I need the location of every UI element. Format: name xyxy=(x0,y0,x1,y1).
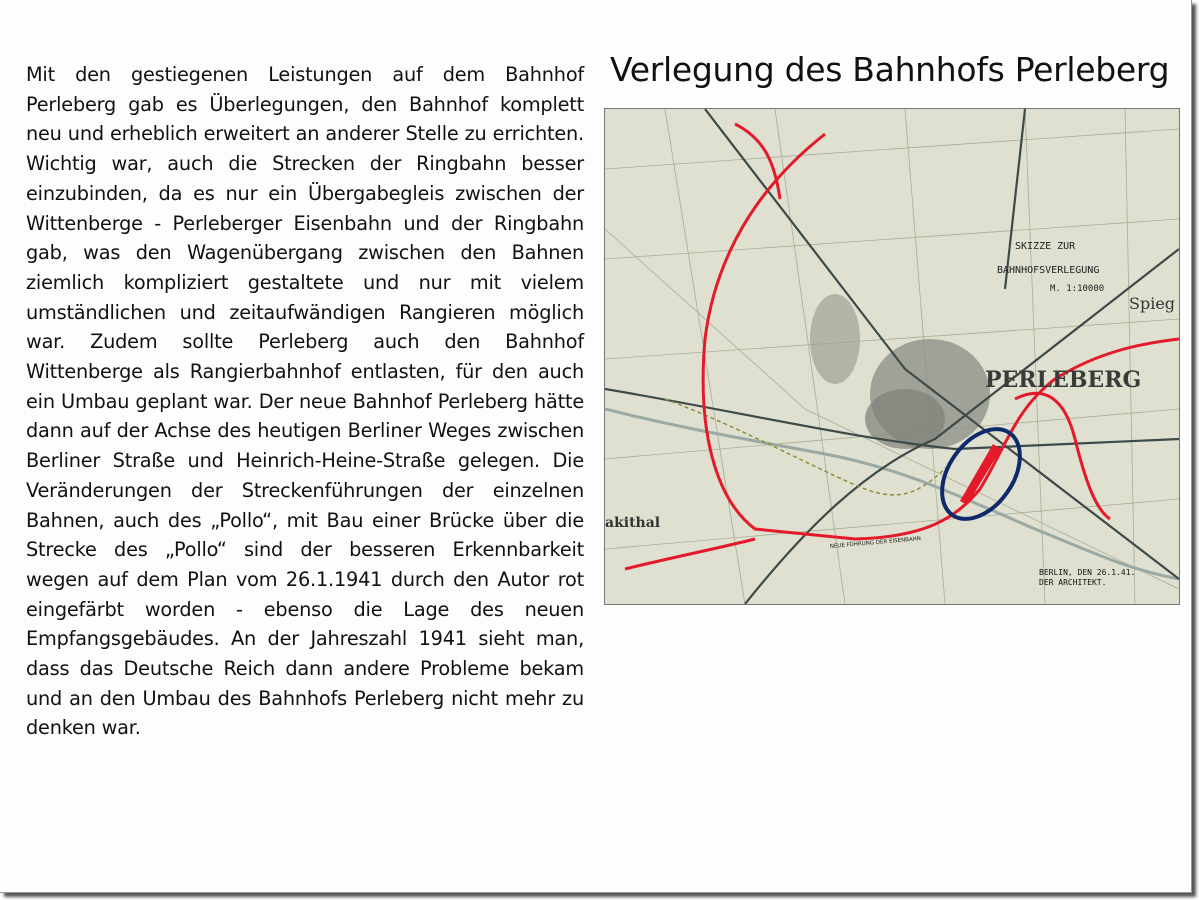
svg-text:akithal: akithal xyxy=(605,515,661,531)
body-paragraph: Mit den gestiegenen Leistungen auf dem Bahnhof Perleberg gab es Überlegungen, den Bahnhof komplett neu und erheblich erweitert an anderer Stelle zu errichten. Wichtig war, auch die Strecken der Ringbahn besser einzubinden, da es nur ein Übergabegleis zwischen der Wittenberge - Perleberger Eisenbahn und der Ringbahn gab, was den Wagenübergang zwischen den Bahnen ziemlich kompliziert gestaltete und nur mit vielem umständlichen und zeitaufwändigen Rangieren möglich war. Zudem sollte Perleberg auch den Bahnhof Wittenberge als Rangierbahnhof entlasten, für den auch ein Umbau geplant war. Der neue Bahnhof Perleberg hätte dann auf der Achse des heutigen Berliner Weges zwischen Berliner Straße und Heinrich-Heine-Straße gelegen. Die Veränderungen der Streckenführungen der einzelnen Bahnen, auch des „Pollo“, mit Bau einer Brücke über die Strecke des „Pollo“ sind der besseren Erkennbarkeit wegen auf dem Plan vom 26.1.1941 durch den Autor rot eingefärbt worden - ebenso die Lage des neuen Empfangsgebäudes. An der Jahreszahl 1941 sieht man, dass das Deutsche Reich dann andere Probleme bekam und an den Umbau des Bahnhofs Perleberg nicht mehr zu denken war. xyxy=(26,63,584,740)
map-svg xyxy=(605,109,1179,604)
signature-date: BERLIN, DEN 26.1.41. xyxy=(1039,568,1136,577)
svg-text:M. 1:10000: M. 1:10000 xyxy=(1050,284,1105,294)
town-label: PERLEBERG xyxy=(985,367,1142,393)
slide-title: Verlegung des Bahnhofs Perleberg xyxy=(610,50,1170,89)
svg-text:NEUE FÜHRUNG DER EISENBAHN: NEUE FÜHRUNG DER EISENBAHN xyxy=(829,536,922,550)
svg-text:SKIZZE ZUR: SKIZZE ZUR xyxy=(1015,241,1076,252)
signature-architect: DER ARCHITEKT. xyxy=(1039,578,1107,587)
svg-text:Spieg: Spieg xyxy=(1129,294,1176,313)
svg-text:BAHNHOFSVERLEGUNG: BAHNHOFSVERLEGUNG xyxy=(997,265,1100,276)
historic-map xyxy=(604,108,1180,605)
